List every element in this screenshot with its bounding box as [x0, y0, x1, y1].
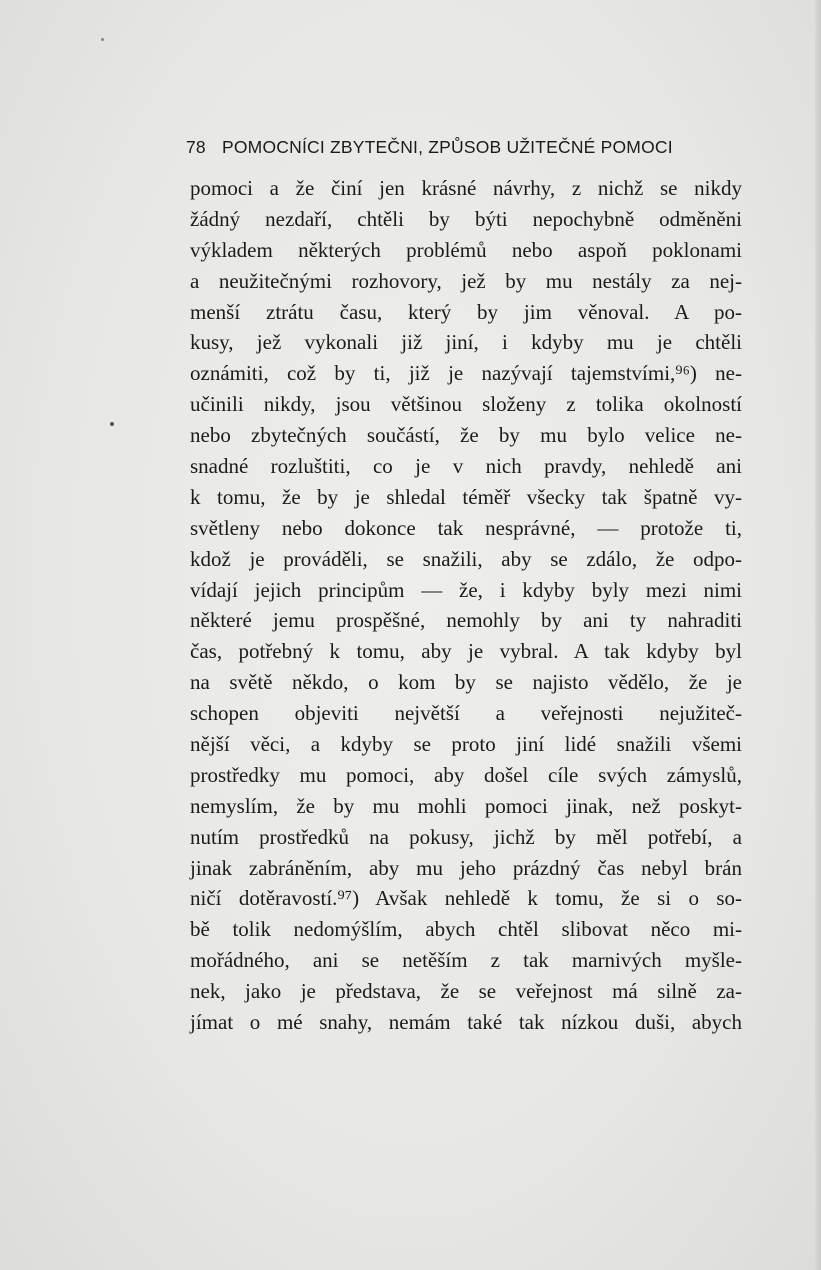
paper-speck — [110, 422, 114, 426]
text-line: bě tolik nedomýšlím, abych chtěl slibovat něco mi- — [190, 917, 742, 942]
text-line: nebo zbytečných součástí, že by mu bylo velice ne- — [190, 423, 742, 448]
page-edge — [815, 0, 821, 1270]
text-line: oznámiti, což by ti, již je nazývají tajemstvími,⁹⁶) ne- — [190, 361, 742, 386]
text-line: k tomu, že by je shledal téměř všecky tak špatně vy- — [190, 484, 742, 509]
text-line: výkladem některých problémů nebo aspoň poklonami — [190, 237, 742, 262]
text-line: a neužitečnými rozhovory, jež by mu nestály za nej- — [190, 268, 742, 293]
running-title: POMOCNÍCI ZBYTEČNI, ZPŮSOB UŽITEČNÉ POMOCI — [222, 137, 673, 157]
text-line: nek, jako je představa, že se veřejnost má silně za- — [190, 979, 742, 1004]
text-line: nější věci, a kdyby se proto jiní lidé snažili všemi — [190, 732, 742, 757]
running-head — [186, 132, 726, 162]
text-line: ničí dotěravostí.⁹⁷) Avšak nehledě k tomu, že si o so- — [190, 886, 742, 911]
text-line: snadné rozluštiti, co je v nich pravdy, nehledě ani — [190, 454, 742, 479]
paper-speck — [101, 38, 104, 41]
text-line: kusy, jež vykonali již jiní, i kdyby mu je chtěli — [190, 330, 742, 355]
text-line: jinak zabráněním, aby mu jeho prázdný čas nebyl brán — [190, 855, 742, 880]
text-line: některé jemu prospěšné, nemohly by ani ty nahraditi — [190, 608, 742, 633]
text-line: na světě někdo, o kom by se najisto vědělo, že je — [190, 670, 742, 695]
text-line: žádný nezdaří, chtěli by býti nepochybně odměněni — [190, 206, 742, 231]
text-line: čas, potřebný k tomu, aby je vybral. A tak kdyby byl — [190, 639, 742, 664]
text-line: menší ztrátu času, který by jim věnoval. A po- — [190, 299, 742, 324]
text-line: učinili nikdy, jsou většinou složeny z tolika okolností — [190, 392, 742, 417]
page-number: 78 — [186, 137, 206, 157]
text-line: mořádného, ani se netěším z tak marnivých myšle- — [190, 948, 742, 973]
text-line: nemyslím, že by mu mohli pomoci jinak, než poskyt- — [190, 793, 742, 818]
text-line: světleny nebo dokonce tak nesprávné, — protože ti, — [190, 515, 742, 540]
body-text — [190, 173, 742, 1038]
text-line: kdož je prováděli, se snažili, aby se zdálo, že odpo- — [190, 546, 742, 571]
text-line: prostředky mu pomoci, aby došel cíle svých zámyslů, — [190, 762, 742, 787]
text-line: nutím prostředků na pokusy, jichž by měl potřebí, a — [190, 824, 742, 849]
text-line: schopen objeviti největší a veřejnosti nejužiteč- — [190, 701, 742, 726]
text-line: jímat o mé snahy, nemám také tak nízkou duši, abych — [190, 1010, 742, 1035]
text-line: pomoci a že činí jen krásné návrhy, z nichž se nikdy — [190, 176, 742, 200]
text-line: vídají jejich principům — že, i kdyby byly mezi nimi — [190, 577, 742, 602]
